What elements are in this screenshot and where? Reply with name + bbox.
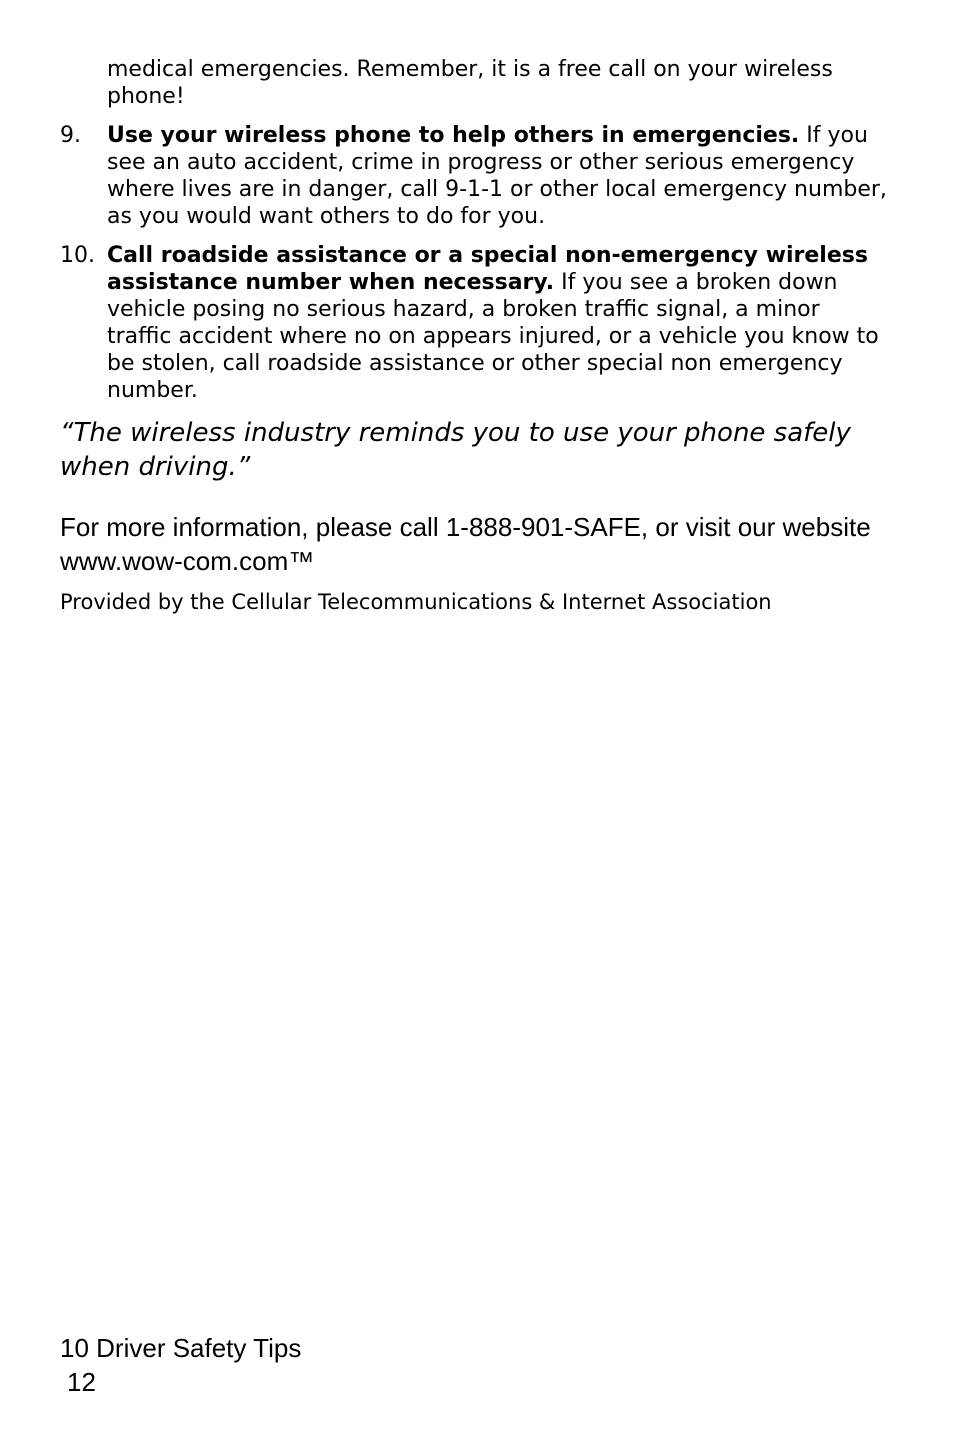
list-item-lead: Use your wireless phone to help others in emergencies.	[107, 123, 800, 148]
info-paragraph: For more information, please call 1-888-901-SAFE, or visit our website www.wow-com.com™	[60, 512, 871, 576]
footer-section-title: 10 Driver Safety Tips	[60, 1333, 302, 1363]
list-item-body	[107, 242, 890, 404]
list-item-number: 9.	[60, 123, 81, 148]
list-item-body	[107, 122, 890, 230]
list-item-number: 10.	[60, 243, 95, 268]
list-item-9	[60, 122, 890, 230]
safety-quote: “The wireless industry reminds you to use your phone safely when driving.”	[60, 418, 851, 482]
list-item-text: If you see a broken down vehicle posing no serious hazard, a broken traffic signal, a minor traffic accident where no on appears injured, or a vehicle you know to be stolen, call roadside assistance or other special non emergency number.	[107, 270, 879, 403]
continuation-paragraph: medical emergencies. Remember, it is a free call on your wireless phone!	[107, 57, 833, 109]
provided-by-text: Provided by the Cellular Telecommunications & Internet Association	[60, 590, 772, 614]
list-item-10	[60, 242, 890, 404]
list-item-text: If you see an auto accident, crime in progress or other serious emergency where lives are in danger, call 9-1-1 or other local emergency number, as you would want others to do for you.	[107, 123, 887, 229]
list-item-lead: Call roadside assistance or a special non-emergency wireless assistance number when necessary.	[107, 243, 868, 295]
page-number: 12	[67, 1367, 96, 1397]
page-footer	[60, 1331, 301, 1399]
page-content	[60, 56, 890, 616]
